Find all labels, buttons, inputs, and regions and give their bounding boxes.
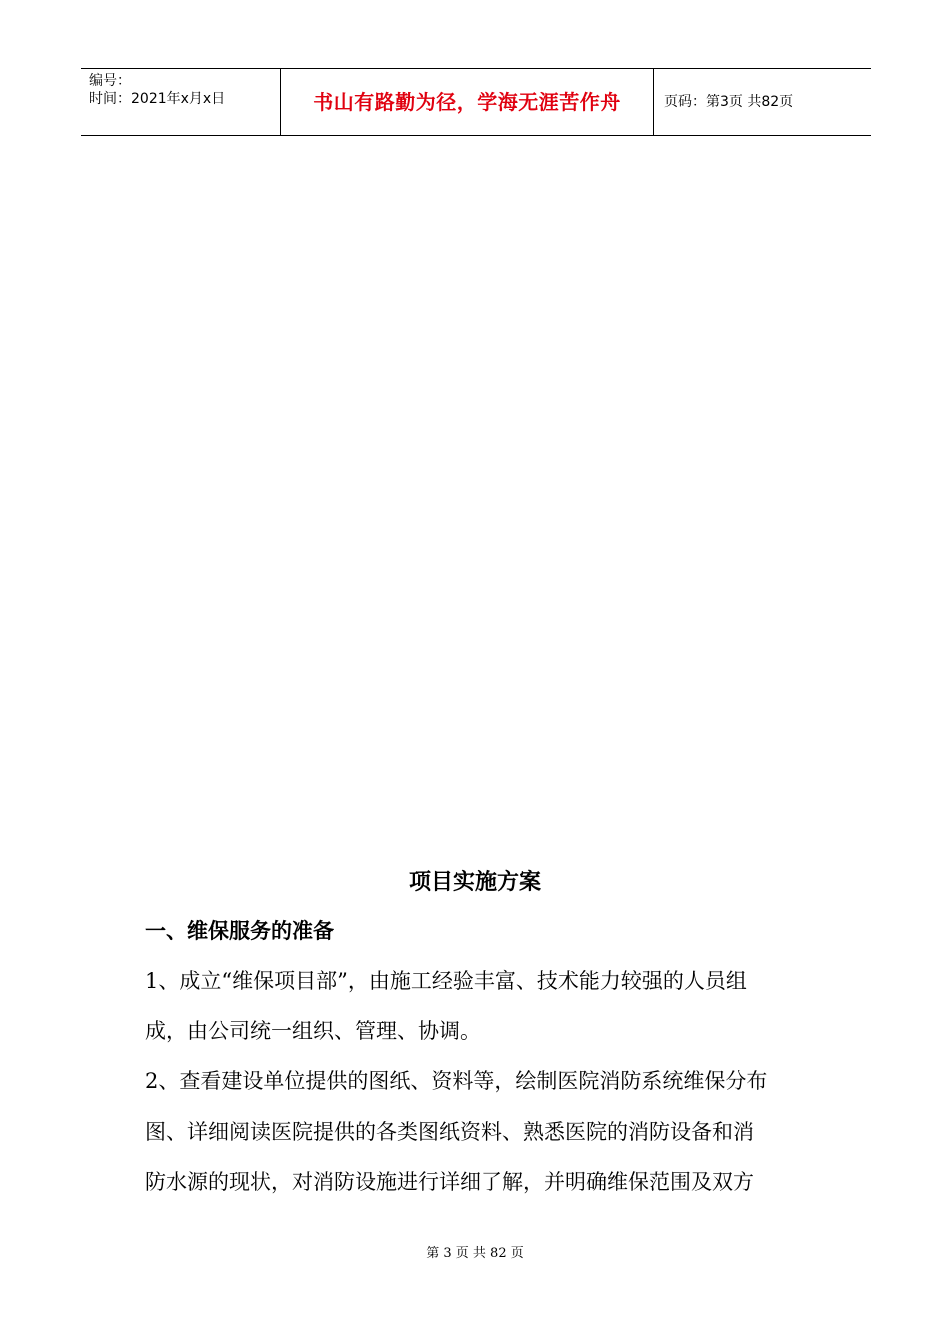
header-page-info: 页码：第3页 共82页 (664, 94, 794, 110)
body-line-1: 1、成立“维保项目部”，由施工经验丰富、技术能力较强的人员组 (145, 969, 747, 993)
page-header (81, 68, 871, 136)
body-line-5: 防水源的现状，对消防设施进行详细了解，并明确维保范围及双方 (145, 1170, 754, 1194)
body-line-3: 2、查看建设单位提供的图纸、资料等，绘制医院消防系统维保分布 (145, 1069, 768, 1093)
page-footer: 第 3 页 共 82 页 (426, 1246, 524, 1261)
body-line-4: 图、详细阅读医院提供的各类图纸资料、熟悉医院的消防设备和消 (145, 1120, 754, 1144)
section-heading: 一、维保服务的准备 (145, 918, 334, 943)
document-number-label: 编号： (89, 73, 131, 89)
body-line-2: 成，由公司统一组织、管理、协调。 (145, 1019, 481, 1043)
header-motto: 书山有路勤为径，学海无涯苦作舟 (281, 69, 654, 135)
document-title: 项目实施方案 (408, 869, 541, 895)
document-time-label: 时间：2021年x月x日 (89, 91, 226, 107)
header-meta-cell (81, 69, 281, 135)
